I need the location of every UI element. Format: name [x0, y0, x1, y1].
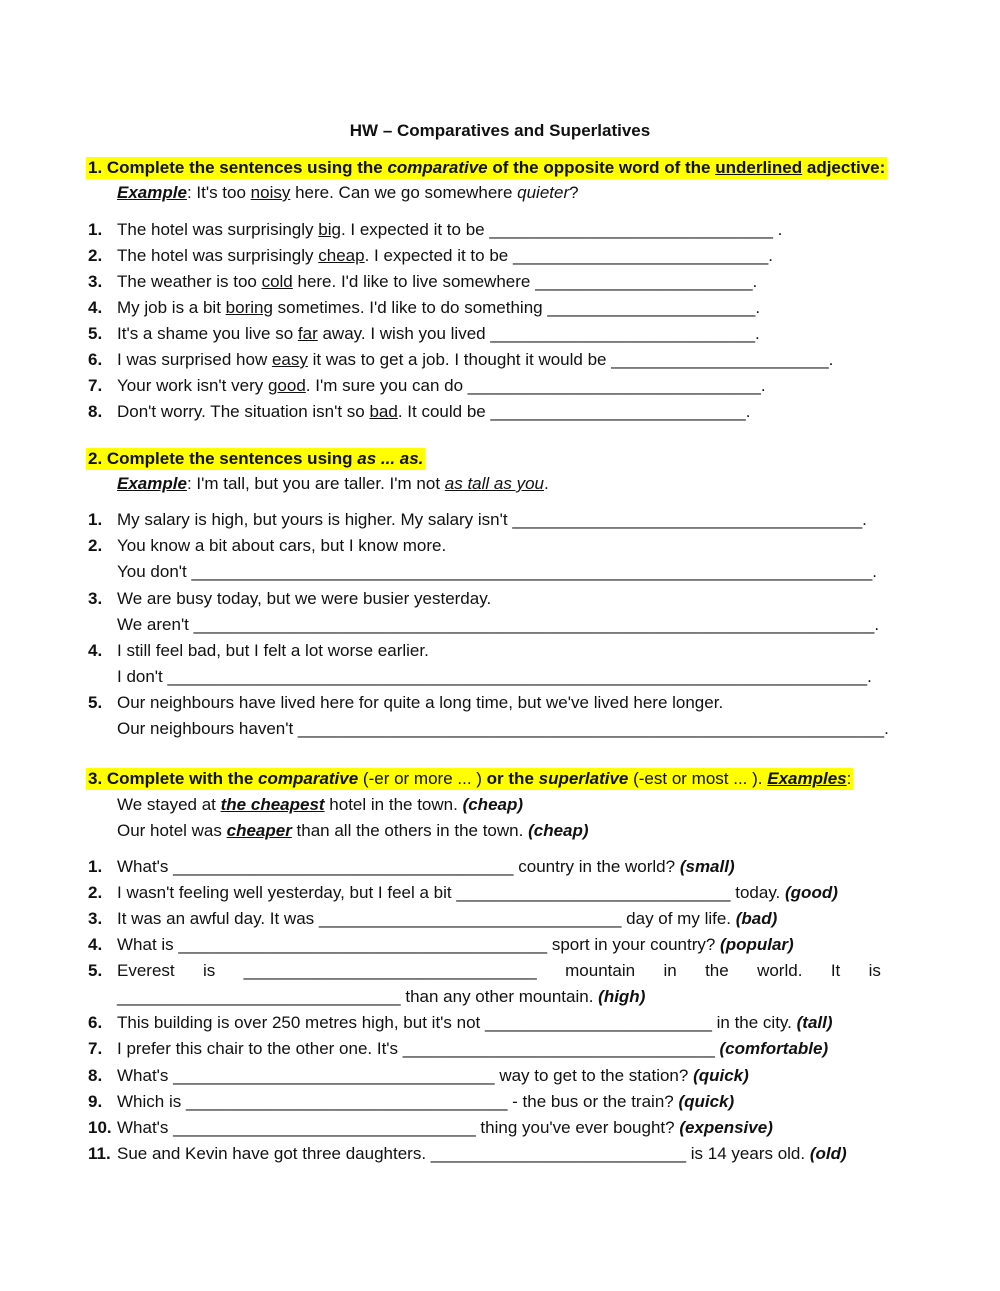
section1-heading: 1. Complete the sentences using the comparative of the opposite word of the underlined adjective:: [88, 158, 886, 177]
section3-heading: 3. Complete with the comparative (-er or more ... ) or the superlative (-est or most ... ). Examples:: [88, 769, 852, 788]
section3-example-2: Our hotel was cheaper than all the others in the town. (cheap): [117, 821, 589, 840]
page-title: HW – Comparatives and Superlatives: [349, 121, 651, 140]
section2-heading: 2. Complete the sentences using as ... as.: [88, 449, 424, 468]
worksheet-page: HW – Comparatives and Superlatives 1. Complete the sentences using the comparative of the opposite word of the underlined adjective: Example: It's too noisy here. Can we go somewhere quieter? 1. The hotel was surprisingly big. I expected it to be ______________________________ . 2. The hotel was surprisingly cheap. I expected it to be ___________________________. 3. The weather is too cold here. I'd like to live somewhere _______________________. 4. My job is a bit boring sometimes. I'd like to do something ______________________. 5. It's a shame you live so far away. I wish you lived ____________________________. 6. I was surprised how easy it was to get a job. I thought it would be _______________________. 7. Your work isn't very good. I'm sure you can do _______________________________. 8. Don't worry. The situation isn't so bad. It could be ___________________________. 2. Complete the sentences using as ... as. Example: I'm tall, but you are taller. I'm not as tall as you. 1. My salary is high, but yours is higher. My salary isn't _____________________________________. 2. You know a bit about cars, but I know more. You don't ________________________________________________________________________. 3. We are busy today, but we were busier yesterday. We aren't ________________________________________________________________________. 4. I still feel bad, but I felt a lot worse earlier. I don't __________________________________________________________________________. 5. Our neighbours have lived here for quite a long time, but we've lived here longer. Our neighbours haven't ______________________________________________________________. 3. Complete with the comparative (-er or more ... ) or the superlative (-est or most ... ). Examples: We stayed at the cheapest hotel in the town. (cheap) Our hotel was cheaper than all the others in the town. (cheap) 1. What's ____________________________________ country in the world? (small) 2. I wasn't feeling well yesterday, but I feel a bit _____________________________ today. (good) 3. It was an awful day. It was ________________________________ day of my life. (bad) 4. What is _______________________________________ sport in your country? (popular) 5. Everest is _______________________________ mountain in the world. It is ______________________________ than any other mountain. (high) 6. This building is over 250 metres high, but it's not ________________________ in the city. (tall) 7. I prefer this chair to the other one. It's _________________________________ (comfortable) 8. What's __________________________________ way to get to the station? (quick) 9. Which is __________________________________ - the bus or the train? (quick) 10. What's ________________________________ thing you've ever bought? (expensive) 11. Sue and Kevin have got three daughters. ___________________________ is 14 years old. (old): [0, 0, 1000, 1291]
section2-example: Example: I'm tall, but you are taller. I'm not as tall as you.: [117, 474, 549, 493]
section1-example: Example: It's too noisy here. Can we go somewhere quieter?: [117, 183, 579, 202]
section3-example-1: We stayed at the cheapest hotel in the town. (cheap): [117, 795, 524, 814]
